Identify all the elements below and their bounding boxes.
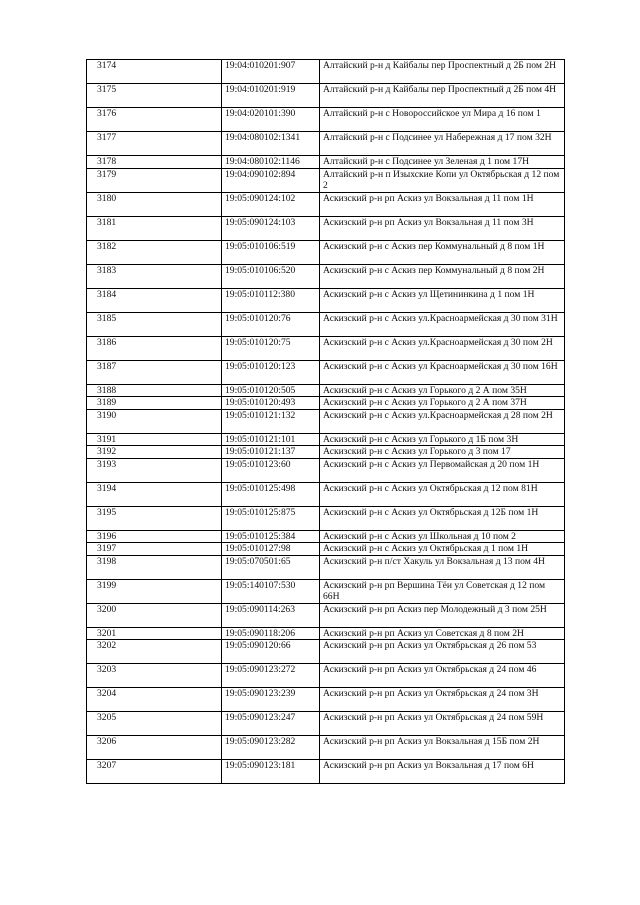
address: Аскизский р-н рп Аскиз ул Октябрьская д 24 пом 46 <box>320 664 565 688</box>
row-number: 3202 <box>87 640 222 664</box>
table-row <box>87 760 565 784</box>
address: Аскизский р-н с Аскиз ул Горького д 3 пом 17 <box>320 446 565 459</box>
cadastral-number: 19:05:010112:380 <box>222 288 320 312</box>
table-row <box>87 664 565 688</box>
table-row <box>87 312 565 336</box>
row-number: 3205 <box>87 712 222 736</box>
row-number: 3194 <box>87 482 222 506</box>
cadastral-number: 19:05:070501:65 <box>222 555 320 579</box>
row-number: 3180 <box>87 192 222 216</box>
address: Аскизский р-н с Аскиз ул.Красноармейская д 30 пом 31Н <box>320 312 565 336</box>
table-row <box>87 60 565 84</box>
table-row <box>87 240 565 264</box>
row-number: 3182 <box>87 240 222 264</box>
cadastral-number: 19:05:090114:263 <box>222 603 320 627</box>
table-row <box>87 397 565 410</box>
table-row <box>87 555 565 579</box>
table-row <box>87 384 565 397</box>
row-number: 3176 <box>87 108 222 132</box>
cadastral-number: 19:05:010121:101 <box>222 433 320 446</box>
table-row <box>87 84 565 108</box>
table-row <box>87 712 565 736</box>
property-register-table <box>86 59 565 784</box>
table-row <box>87 132 565 156</box>
address: Аскизский р-н рп Аскиз ул Вокзальная д 11 пом 1Н <box>320 192 565 216</box>
cadastral-number: 19:05:090123:239 <box>222 688 320 712</box>
row-number: 3207 <box>87 760 222 784</box>
cadastral-number: 19:04:080102:1341 <box>222 132 320 156</box>
address: Аскизский р-н рп Аскиз ул Вокзальная д 11 пом 3Н <box>320 216 565 240</box>
address: Аскизский р-н рп Аскиз ул Октябрьская д 24 пом 3Н <box>320 688 565 712</box>
address: Аскизский р-н с Аскиз ул Горького д 2 А пом 37Н <box>320 397 565 410</box>
row-number: 3184 <box>87 288 222 312</box>
cadastral-number: 19:05:090124:103 <box>222 216 320 240</box>
address: Алтайский р-н с Подсинее ул Набережная д 17 пом 32Н <box>320 132 565 156</box>
cadastral-number: 19:05:010120:505 <box>222 384 320 397</box>
cadastral-number: 19:05:090120:66 <box>222 640 320 664</box>
table-row <box>87 192 565 216</box>
row-number: 3177 <box>87 132 222 156</box>
row-number: 3198 <box>87 555 222 579</box>
address: Аскизский р-н рп Аскиз ул Советская д 8 пом 2Н <box>320 627 565 640</box>
table-row <box>87 168 565 192</box>
table-row <box>87 688 565 712</box>
cadastral-number: 19:04:010201:907 <box>222 60 320 84</box>
row-number: 3189 <box>87 397 222 410</box>
cadastral-number: 19:05:010106:519 <box>222 240 320 264</box>
table-row <box>87 458 565 482</box>
row-number: 3199 <box>87 579 222 603</box>
row-number: 3206 <box>87 736 222 760</box>
cadastral-number: 19:05:010121:132 <box>222 409 320 433</box>
row-number: 3187 <box>87 360 222 384</box>
table-row <box>87 360 565 384</box>
row-number: 3174 <box>87 60 222 84</box>
table-row <box>87 736 565 760</box>
address: Аскизский р-н с Аскиз ул Горького д 1Б пом 3Н <box>320 433 565 446</box>
cadastral-number: 19:05:090124:102 <box>222 192 320 216</box>
cadastral-number: 19:05:090123:247 <box>222 712 320 736</box>
table-row <box>87 627 565 640</box>
address: Аскизский р-н с Аскиз ул Октябрьская д 1 пом 1Н <box>320 543 565 556</box>
row-number: 3179 <box>87 168 222 192</box>
cadastral-number: 19:05:090123:181 <box>222 760 320 784</box>
cadastral-number: 19:04:090102:894 <box>222 168 320 192</box>
table-row <box>87 288 565 312</box>
cadastral-number: 19:05:010125:384 <box>222 530 320 543</box>
cadastral-number: 19:05:010120:75 <box>222 336 320 360</box>
row-number: 3186 <box>87 336 222 360</box>
address: Аскизский р-н с Аскиз пер Коммунальный д 8 пом 1Н <box>320 240 565 264</box>
address: Алтайский р-н с Новороссийское ул Мира д 16 пом 1 <box>320 108 565 132</box>
row-number: 3200 <box>87 603 222 627</box>
table-row <box>87 603 565 627</box>
row-number: 3178 <box>87 156 222 169</box>
address: Аскизский р-н с Аскиз ул.Красноармейская д 30 пом 2Н <box>320 336 565 360</box>
row-number: 3183 <box>87 264 222 288</box>
row-number: 3193 <box>87 458 222 482</box>
row-number: 3204 <box>87 688 222 712</box>
cadastral-number: 19:05:090123:282 <box>222 736 320 760</box>
cadastral-number: 19:05:010120:76 <box>222 312 320 336</box>
table-row <box>87 446 565 459</box>
cadastral-number: 19:04:020101:390 <box>222 108 320 132</box>
address: Аскизский р-н с Аскиз ул Первомайская д 20 пом 1Н <box>320 458 565 482</box>
cadastral-number: 19:04:080102:1146 <box>222 156 320 169</box>
address: Аскизский р-н рп Аскиз пер Молодежный д 3 пом 25Н <box>320 603 565 627</box>
row-number: 3175 <box>87 84 222 108</box>
address: Аскизский р-н с Аскиз пер Коммунальный д 8 пом 2Н <box>320 264 565 288</box>
address: Аскизский р-н с Аскиз ул Щетининкина д 1 пом 1Н <box>320 288 565 312</box>
row-number: 3201 <box>87 627 222 640</box>
row-number: 3195 <box>87 506 222 530</box>
address: Аскизский р-н рп Аскиз ул Вокзальная д 17 пом 6Н <box>320 760 565 784</box>
table-row <box>87 409 565 433</box>
address: Аскизский р-н с Аскиз ул Красноармейская д 30 пом 16Н <box>320 360 565 384</box>
row-number: 3203 <box>87 664 222 688</box>
row-number: 3185 <box>87 312 222 336</box>
table-row <box>87 216 565 240</box>
table-body <box>87 60 565 784</box>
row-number: 3192 <box>87 446 222 459</box>
address: Аскизский р-н рп Вершина Тёи ул Советская д 12 пом 66Н <box>320 579 565 603</box>
table-row <box>87 530 565 543</box>
table-row <box>87 156 565 169</box>
address: Аскизский р-н рп Аскиз ул Октябрьская д 24 пом 59Н <box>320 712 565 736</box>
table-row <box>87 108 565 132</box>
address: Аскизский р-н с Аскиз ул Школьная д 10 пом 2 <box>320 530 565 543</box>
cadastral-number: 19:05:010120:493 <box>222 397 320 410</box>
row-number: 3191 <box>87 433 222 446</box>
address: Алтайский р-н д Кайбалы пер Проспектный д 2Б пом 4Н <box>320 84 565 108</box>
cadastral-number: 19:05:140107:530 <box>222 579 320 603</box>
row-number: 3181 <box>87 216 222 240</box>
address: Алтайский р-н с Подсинее ул Зеленая д 1 пом 17Н <box>320 156 565 169</box>
table-row <box>87 506 565 530</box>
address: Алтайский р-н д Кайбалы пер Проспектный д 2Б пом 2Н <box>320 60 565 84</box>
cadastral-number: 19:05:090123:272 <box>222 664 320 688</box>
address: Аскизский р-н с Аскиз ул Горького д 2 А пом 35Н <box>320 384 565 397</box>
address: Аскизский р-н рп Аскиз ул Вокзальная д 15Б пом 2Н <box>320 736 565 760</box>
table-row <box>87 433 565 446</box>
table-row <box>87 579 565 603</box>
table-row <box>87 336 565 360</box>
cadastral-number: 19:05:010120:123 <box>222 360 320 384</box>
address: Аскизский р-н п/ст Хакуль ул Вокзальная д 13 пом 4Н <box>320 555 565 579</box>
row-number: 3190 <box>87 409 222 433</box>
cadastral-number: 19:05:010127:98 <box>222 543 320 556</box>
address: Аскизский р-н с Аскиз ул.Красноармейская д 28 пом 2Н <box>320 409 565 433</box>
cadastral-number: 19:05:010125:875 <box>222 506 320 530</box>
row-number: 3196 <box>87 530 222 543</box>
address: Алтайский р-н п Изыхские Копи ул Октябрьская д 12 пом 2 <box>320 168 565 192</box>
cadastral-number: 19:05:010106:520 <box>222 264 320 288</box>
address: Аскизский р-н с Аскиз ул Октябрьская д 12Б пом 1Н <box>320 506 565 530</box>
address: Аскизский р-н рп Аскиз ул Октябрьская д 26 пом 53 <box>320 640 565 664</box>
table-row <box>87 543 565 556</box>
row-number: 3197 <box>87 543 222 556</box>
cadastral-number: 19:05:010121:137 <box>222 446 320 459</box>
address: Аскизский р-н с Аскиз ул Октябрьская д 12 пом 81Н <box>320 482 565 506</box>
table-row <box>87 264 565 288</box>
table-row <box>87 640 565 664</box>
cadastral-number: 19:05:010125:498 <box>222 482 320 506</box>
table-row <box>87 482 565 506</box>
cadastral-number: 19:04:010201:919 <box>222 84 320 108</box>
row-number: 3188 <box>87 384 222 397</box>
cadastral-number: 19:05:090118:206 <box>222 627 320 640</box>
cadastral-number: 19:05:010123:60 <box>222 458 320 482</box>
